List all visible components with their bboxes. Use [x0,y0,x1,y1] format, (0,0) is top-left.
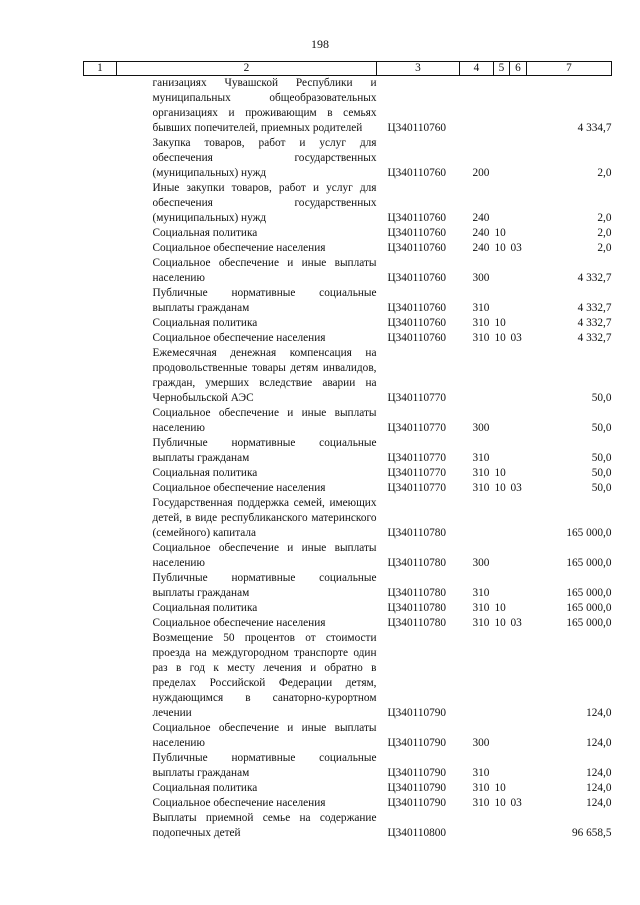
row-col-6 [510,181,527,226]
row-name: Социальная политика [152,467,258,479]
row-col-1 [84,466,117,481]
row-col-6 [510,466,527,481]
table-row [84,136,612,181]
row-amount: 124,0 [586,707,612,719]
row-col-1 [84,316,117,331]
header-col-4: 4 [460,62,494,76]
page-number: 198 [311,37,329,51]
row-col-1 [84,496,117,541]
row-amount: 124,0 [586,737,612,749]
row-col-5 [494,136,510,181]
row-col-4 [460,76,494,137]
row-code: Ц340110780 [387,527,447,539]
table-row [84,436,612,466]
row-col-4: 240 [472,212,490,224]
row-name: Социальное обеспечение и иные выплаты населению [152,407,377,434]
row-col-5 [494,256,510,286]
table-row [84,751,612,781]
row-code: Ц340110760 [387,242,447,254]
table-row [84,481,612,496]
table-row [84,541,612,571]
row-col-4: 300 [472,737,490,749]
row-col-6 [510,346,527,406]
row-col-1 [84,346,117,406]
row-col-6 [510,571,527,601]
row-name: Публичные нормативные социальные выплаты гражданам [152,572,377,599]
row-amount: 165 000,0 [566,617,612,629]
row-col-4: 240 [472,242,490,254]
row-col-6 [510,601,527,616]
row-code: Ц340110760 [387,332,447,344]
row-name: Социальное обеспечение населения [152,482,326,494]
row-amount: 50,0 [591,392,612,404]
row-code: Ц340110770 [387,482,447,494]
row-name: Закупка товаров, работ и услуг для обеспечения государственных (муниципальных) нужд [152,137,377,179]
row-col-4: 310 [472,767,490,779]
table-row [84,811,612,841]
row-code: Ц340110770 [387,452,447,464]
row-name: Социальное обеспечение населения [152,797,326,809]
row-col-4 [460,496,494,541]
row-col-1 [84,481,117,496]
row-name: Публичные нормативные социальные выплаты гражданам [152,752,377,779]
row-name: Социальная политика [152,317,258,329]
row-col-1 [84,286,117,316]
header-col-3: 3 [377,62,460,76]
row-col-1 [84,796,117,811]
row-amount: 50,0 [591,482,612,494]
row-code: Ц340110790 [387,767,447,779]
row-code: Ц340110760 [387,227,447,239]
row-col-5 [494,76,510,137]
row-col-1 [84,571,117,601]
row-col-1 [84,76,117,137]
row-col-6: 03 [510,617,522,629]
row-col-5 [494,346,510,406]
row-name: ганизациях Чувашской Республики и муниципальных общеобразовательных организациях и проживающим в семьях бывших попечителей, приемных родителей [152,77,377,134]
row-amount: 4 332,7 [577,332,612,344]
row-col-1 [84,616,117,631]
row-amount: 50,0 [591,422,612,434]
row-name: Социальное обеспечение и иные выплаты населению [152,722,377,749]
row-col-6: 03 [510,332,522,344]
row-col-5: 10 [494,482,506,494]
row-name: Социальное обеспечение и иные выплаты населению [152,542,377,569]
header-col-6: 6 [510,62,527,76]
row-code: Ц340110770 [387,467,447,479]
row-col-6: 03 [510,242,522,254]
table-row [84,601,612,616]
row-col-6 [510,136,527,181]
row-name: Публичные нормативные социальные выплаты гражданам [152,437,377,464]
row-amount: 4 332,7 [577,317,612,329]
row-col-5: 10 [494,782,506,794]
row-col-1 [84,181,117,226]
row-code: Ц340110760 [387,122,447,134]
row-col-4: 310 [472,782,490,794]
row-col-4 [460,811,494,841]
row-col-5 [494,541,510,571]
row-col-5: 10 [494,467,506,479]
row-col-4: 310 [472,587,490,599]
row-name: Ежемесячная денежная компенсация на продовольственные товары детям инвалидов, граждан, умерших вследствие аварии на Чернобыльской АЭС [152,347,377,404]
row-col-1 [84,811,117,841]
row-col-4: 240 [472,227,490,239]
row-col-4: 310 [472,452,490,464]
row-code: Ц340110760 [387,302,447,314]
row-name: Социальная политика [152,602,258,614]
row-name: Социальное обеспечение и иные выплаты населению [152,257,377,284]
table-row [84,496,612,541]
row-col-4: 310 [472,317,490,329]
row-code: Ц340110790 [387,797,447,809]
row-col-6 [510,811,527,841]
row-col-5 [494,181,510,226]
row-name: Социальное обеспечение населения [152,617,326,629]
row-amount: 50,0 [591,467,612,479]
row-col-6 [510,226,527,241]
row-code: Ц340110780 [387,587,447,599]
header-col-2: 2 [117,62,377,76]
row-col-4: 310 [472,602,490,614]
row-col-5: 10 [494,227,506,239]
table-row [84,331,612,346]
row-col-5 [494,631,510,721]
row-code: Ц340110770 [387,422,447,434]
row-col-5: 10 [494,317,506,329]
row-col-4: 310 [472,332,490,344]
table-row [84,631,612,721]
row-col-1 [84,406,117,436]
row-code: Ц340110760 [387,272,447,284]
row-col-5 [494,406,510,436]
row-col-1 [84,751,117,781]
row-code: Ц340110780 [387,557,447,569]
row-code: Ц340110790 [387,737,447,749]
row-col-4: 300 [472,272,490,284]
row-col-4: 310 [472,482,490,494]
row-col-6 [510,496,527,541]
row-col-6 [510,751,527,781]
row-col-5 [494,571,510,601]
row-col-5 [494,811,510,841]
row-col-4: 300 [472,422,490,434]
row-name: Социальная политика [152,227,258,239]
row-col-1 [84,241,117,256]
header-col-7: 7 [527,62,612,76]
header-row [84,62,612,76]
table-row [84,316,612,331]
row-name: Иные закупки товаров, работ и услуг для обеспечения государственных (муниципальных) нужд [152,182,377,224]
row-amount: 2,0 [597,242,612,254]
row-col-6: 03 [510,797,522,809]
header-col-5: 5 [494,62,510,76]
row-name: Социальное обеспечение населения [152,242,326,254]
row-col-6 [510,631,527,721]
row-amount: 2,0 [597,167,612,179]
row-col-1 [84,631,117,721]
row-col-5 [494,496,510,541]
row-code: Ц340110800 [387,827,447,839]
table-row [84,616,612,631]
row-code: Ц340110780 [387,602,447,614]
row-col-4 [460,346,494,406]
row-col-5 [494,751,510,781]
row-col-5: 10 [494,617,506,629]
table-row [84,346,612,406]
row-col-1 [84,436,117,466]
row-col-4: 310 [472,617,490,629]
row-col-6 [510,436,527,466]
row-amount: 4 334,7 [577,122,612,134]
row-col-4: 310 [472,797,490,809]
row-amount: 4 332,7 [577,302,612,314]
row-col-6 [510,721,527,751]
table-row [84,76,612,137]
row-col-6 [510,316,527,331]
row-code: Ц340110760 [387,317,447,329]
table-row [84,466,612,481]
row-col-6 [510,406,527,436]
row-col-6 [510,781,527,796]
row-col-6 [510,541,527,571]
row-code: Ц340110770 [387,392,447,404]
row-col-1 [84,331,117,346]
row-col-5: 10 [494,797,506,809]
row-col-6 [510,256,527,286]
table-row [84,406,612,436]
row-amount: 50,0 [591,452,612,464]
table-row [84,781,612,796]
table-row [84,571,612,601]
row-col-5 [494,286,510,316]
row-col-4 [460,631,494,721]
row-col-1 [84,721,117,751]
row-amount: 165 000,0 [566,557,612,569]
row-name: Социальное обеспечение населения [152,332,326,344]
table-body [84,76,612,842]
table-row [84,181,612,226]
row-code: Ц340110790 [387,782,447,794]
row-amount: 124,0 [586,767,612,779]
row-amount: 96 658,5 [571,827,612,839]
row-code: Ц340110760 [387,167,447,179]
row-col-4: 310 [472,467,490,479]
table-row [84,226,612,241]
table-row [84,796,612,811]
table-row [84,256,612,286]
row-name: Социальная политика [152,782,258,794]
row-col-4: 300 [472,557,490,569]
row-amount: 4 332,7 [577,272,612,284]
row-col-5: 10 [494,332,506,344]
row-amount: 124,0 [586,797,612,809]
row-code: Ц340110790 [387,707,447,719]
row-col-6 [510,76,527,137]
table-row [84,286,612,316]
row-col-4: 200 [472,167,490,179]
row-name: Публичные нормативные социальные выплаты гражданам [152,287,377,314]
row-col-1 [84,601,117,616]
row-col-5: 10 [494,242,506,254]
row-col-4: 310 [472,302,490,314]
row-name: Возмещение 50 процентов от стоимости проезда на междугородном транспорте один раз в год к месту лечения и обратно в пределах Российской Федерации детям, нуждающимся в санаторно-курортном лечении [152,632,377,719]
row-col-5 [494,721,510,751]
row-code: Ц340110760 [387,212,447,224]
row-col-1 [84,136,117,181]
row-amount: 165 000,0 [566,527,612,539]
row-col-1 [84,781,117,796]
table-row [84,241,612,256]
row-amount: 165 000,0 [566,587,612,599]
row-amount: 124,0 [586,782,612,794]
table-row [84,721,612,751]
row-col-6: 03 [510,482,522,494]
budget-table [83,61,612,841]
row-amount: 165 000,0 [566,602,612,614]
row-col-1 [84,256,117,286]
row-code: Ц340110780 [387,617,447,629]
row-col-1 [84,541,117,571]
row-amount: 2,0 [597,212,612,224]
header-col-1: 1 [84,62,117,76]
row-name: Выплаты приемной семье на содержание подопечных детей [152,812,377,839]
row-col-5 [494,436,510,466]
row-col-6 [510,286,527,316]
row-col-5: 10 [494,602,506,614]
row-name: Государственная поддержка семей, имеющих детей, в виде республиканского материнского (семейного) капитала [152,497,377,539]
row-col-1 [84,226,117,241]
row-amount: 2,0 [597,227,612,239]
